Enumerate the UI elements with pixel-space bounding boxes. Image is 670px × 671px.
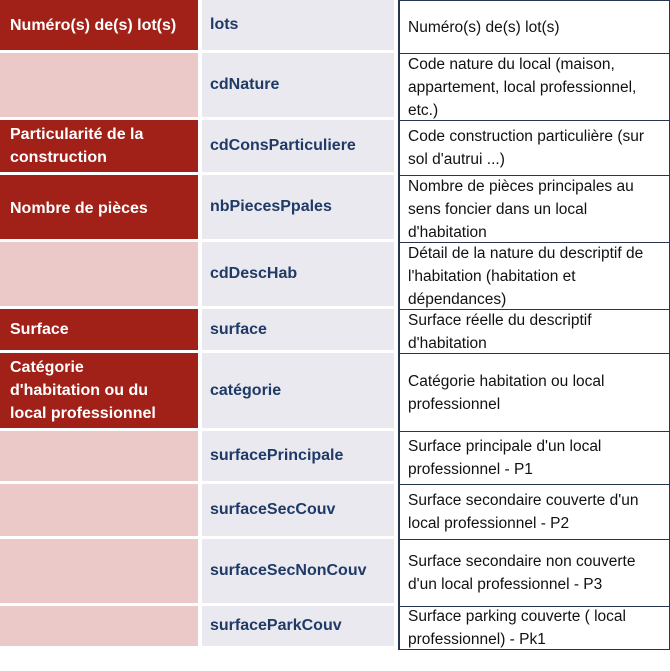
section-label <box>0 606 198 649</box>
section-label: Nombre de pièces <box>0 175 198 242</box>
field-name: nbPiecesPpales <box>202 175 394 242</box>
section-label: Catégorie d'habitation ou du local professionnel <box>0 353 198 431</box>
field-name: cdNature <box>202 53 394 120</box>
field-description: Nombre de pièces principales au sens foncier dans un local d'habitation <box>398 175 670 243</box>
field-name: lots <box>202 0 394 53</box>
field-name: cdConsParticuliere <box>202 120 394 175</box>
field-description: Surface principale d'un local professionnel - P1 <box>398 431 670 485</box>
field-description: Code nature du local (maison, appartement, local professionnel, etc.) <box>398 53 670 121</box>
field-description: Catégorie habitation ou local professionnel <box>398 353 670 432</box>
section-label <box>0 539 198 606</box>
field-description: Numéro(s) de(s) lot(s) <box>398 0 670 54</box>
section-label: Numéro(s) de(s) lot(s) <box>0 0 198 53</box>
field-description: Code construction particulière (sur sol d'autrui ...) <box>398 120 670 176</box>
field-name: catégorie <box>202 353 394 431</box>
field-name: surfaceParkCouv <box>202 606 394 649</box>
field-name: cdDescHab <box>202 242 394 309</box>
field-description: Surface parking couverte ( local professionnel) - Pk1 <box>398 606 670 650</box>
section-label: Particularité de la construction <box>0 120 198 175</box>
field-description: Détail de la nature du descriptif de l'habitation (habitation et dépendances) <box>398 242 670 310</box>
field-name: surface <box>202 309 394 353</box>
field-description: Surface secondaire couverte d'un local professionnel - P2 <box>398 484 670 540</box>
field-name: surfaceSecCouv <box>202 484 394 539</box>
section-label: Surface <box>0 309 198 353</box>
field-name: surfacePrincipale <box>202 431 394 484</box>
field-description: Surface réelle du descriptif d'habitation <box>398 309 670 354</box>
field-description: Surface secondaire non couverte d'un local professionnel - P3 <box>398 539 670 607</box>
section-label <box>0 431 198 484</box>
section-label <box>0 53 198 120</box>
section-label <box>0 242 198 309</box>
field-name: surfaceSecNonCouv <box>202 539 394 606</box>
section-label <box>0 484 198 539</box>
